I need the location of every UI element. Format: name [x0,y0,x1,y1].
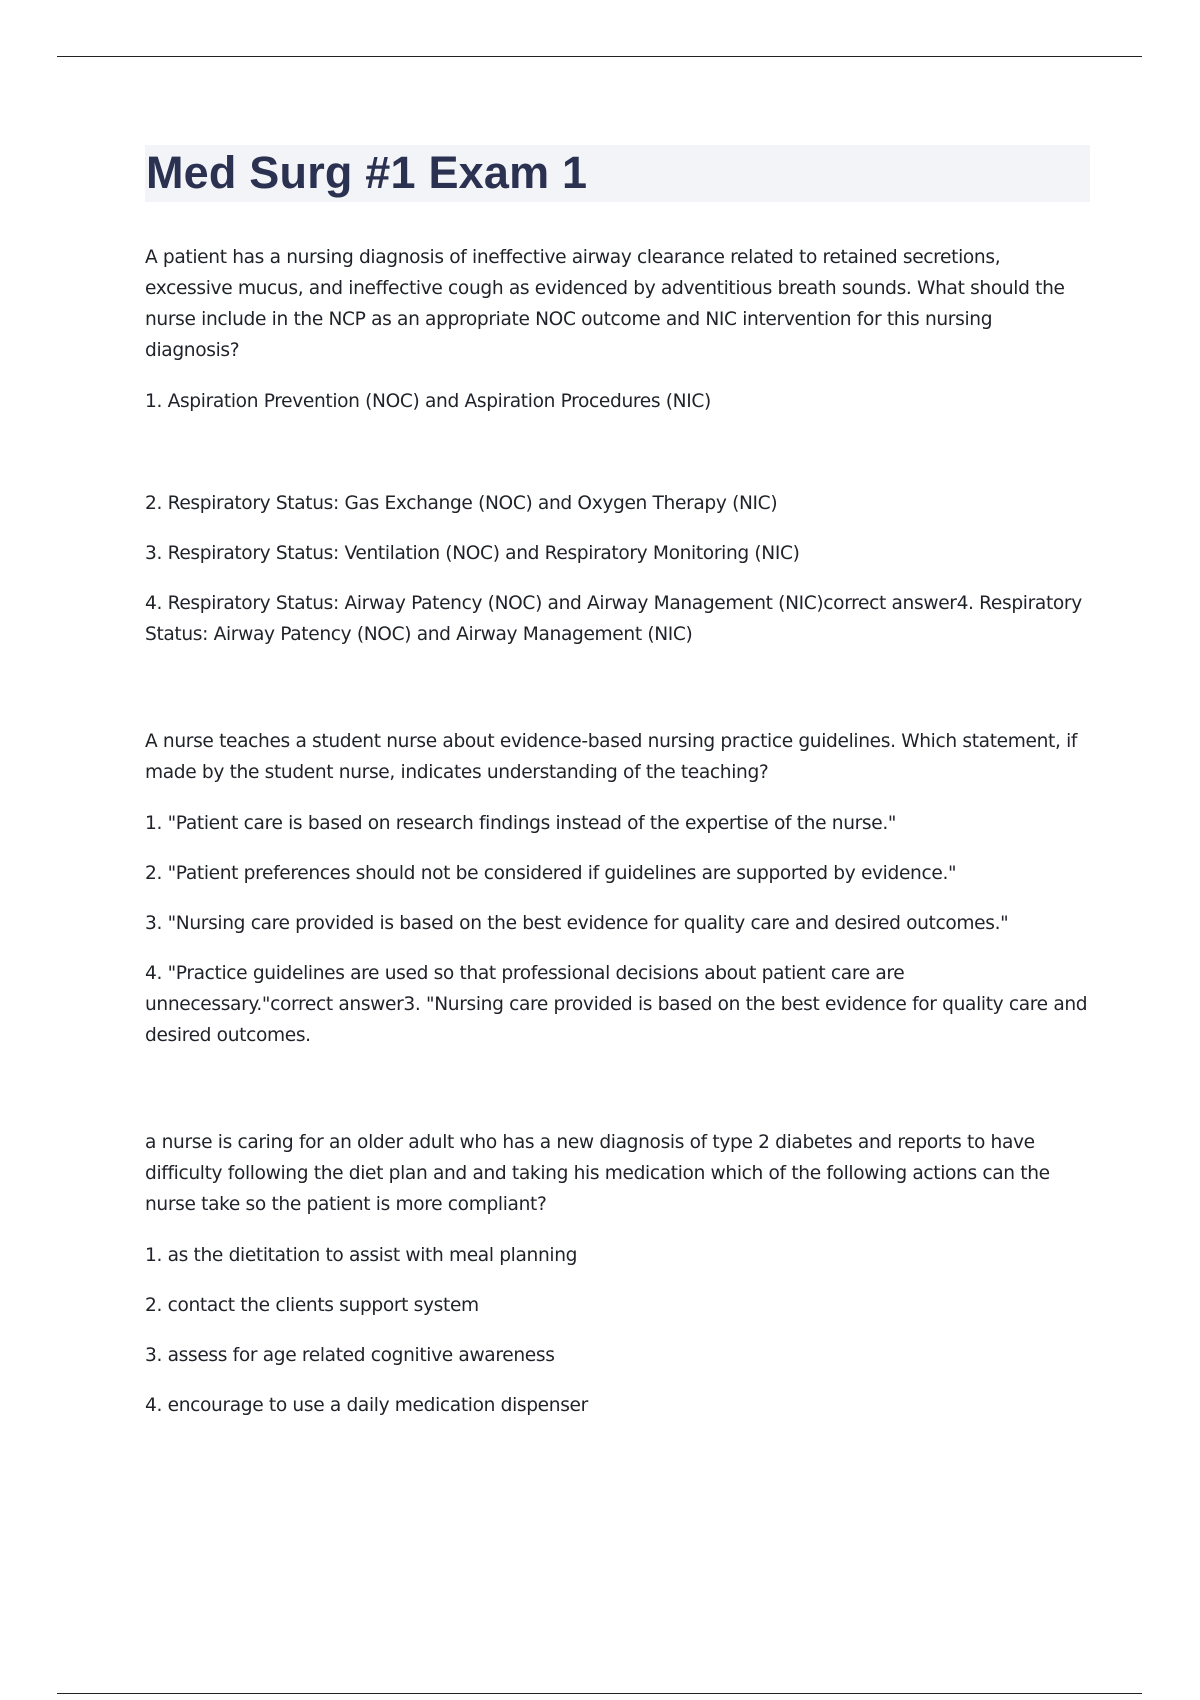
question-2-option-3: 3. "Nursing care provided is based on the best evidence for quality care and desired outcomes." [145,913,1009,934]
question-1-option-4: 4. Respiratory Status: Airway Patency (NOC) and Airway Management (NIC)correct answer4. Respiratory Status: Airway Patency (NOC) and Airway Management (NIC) [145,593,1082,645]
title-band [145,145,1090,202]
question-3-option-4: 4. encourage to use a daily medication dispenser [145,1395,588,1416]
question-3-option-1: 1. as the dietitation to assist with meal planning [145,1245,578,1266]
question-block-1 [145,242,1090,650]
question-2-option-1: 1. "Patient care is based on research findings instead of the expertise of the nurse." [145,813,897,834]
question-2-option-4: 4. "Practice guidelines are used so that professional decisions about patient care are unnecessary."correct answer3. "Nursing care provided is based on the best evidence for quality care and desired outcomes. [145,963,1088,1046]
question-stem-1: A patient has a nursing diagnosis of ineffective airway clearance related to retained secretions, excessive mucus, and ineffective cough as evidenced by adventitious breath sounds. What should the nurse include in the NCP as an appropriate NOC outcome and NIC intervention for this nursing diagnosis? [145,247,1065,361]
spacer [145,436,1090,488]
question-1-option-1: 1. Aspiration Prevention (NOC) and Aspiration Procedures (NIC) [145,391,711,412]
document-title: Med Surg #1 Exam 1 [146,147,588,198]
question-2-option-2: 2. "Patient preferences should not be considered if guidelines are supported by evidence." [145,863,957,884]
question-stem-3: a nurse is caring for an older adult who has a new diagnosis of type 2 diabetes and reports to have difficulty following the diet plan and and taking his medication which of the following actions can the nurse take so the patient is more compliant? [145,1132,1050,1215]
question-1-option-3: 3. Respiratory Status: Ventilation (NOC) and Respiratory Monitoring (NIC) [145,543,800,564]
question-block-3 [145,1127,1090,1421]
question-3-option-2: 2. contact the clients support system [145,1295,479,1316]
footer-rule [57,1693,1142,1694]
question-block-2 [145,726,1090,1051]
header-rule [57,56,1142,57]
question-stem-2: A nurse teaches a student nurse about evidence-based nursing practice guidelines. Which statement, if made by the student nurse, indicates understanding of the teaching? [145,731,1078,783]
question-1-option-2: 2. Respiratory Status: Gas Exchange (NOC) and Oxygen Therapy (NIC) [145,493,778,514]
document-body [145,145,1090,1440]
question-3-option-3: 3. assess for age related cognitive awareness [145,1345,555,1366]
spacer [145,1070,1090,1127]
spacer [145,669,1090,726]
